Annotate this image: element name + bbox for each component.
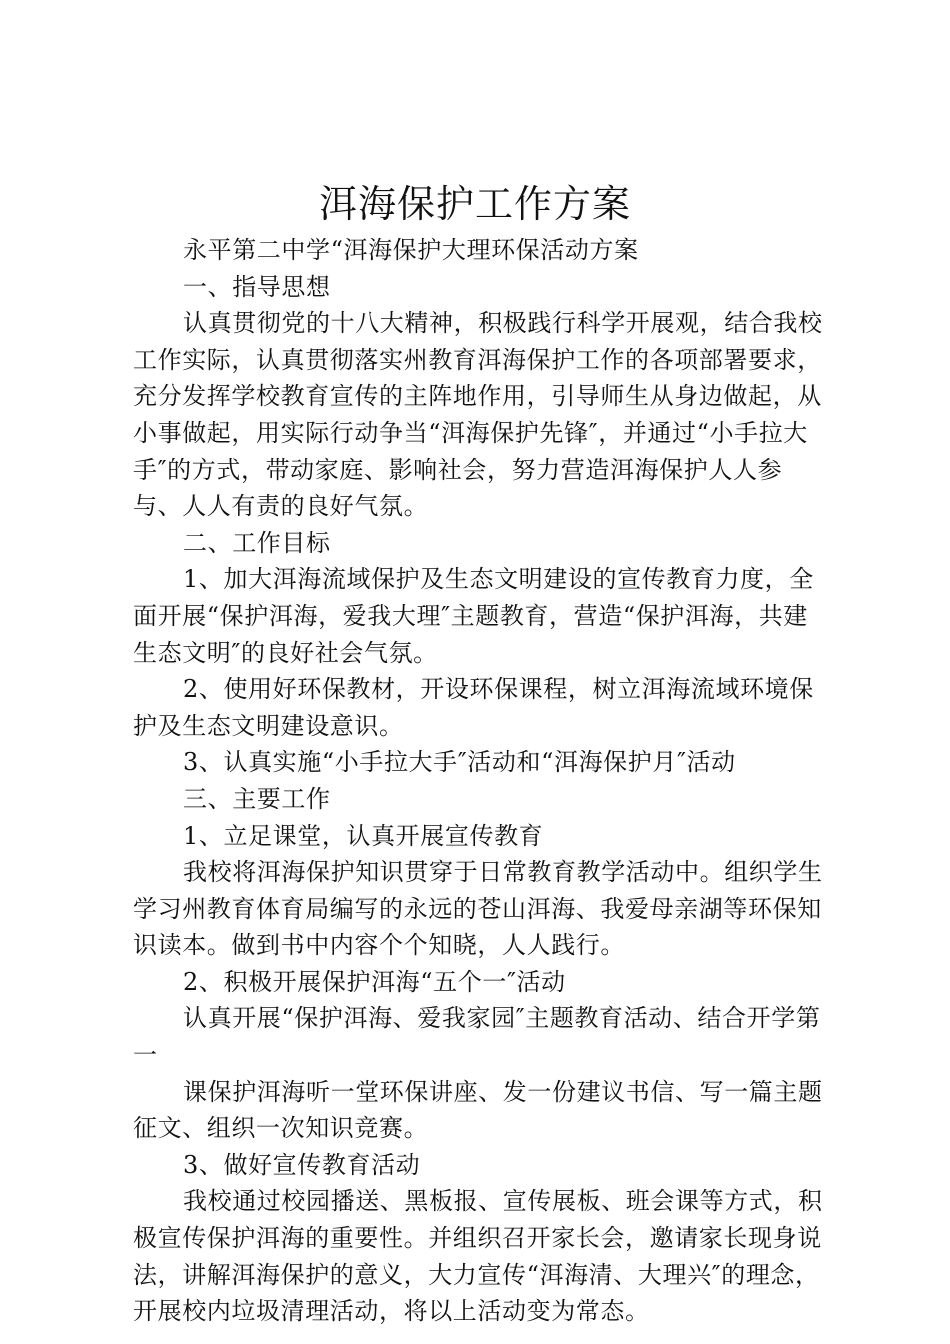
- section-heading-guiding-ideology: 一、指导思想: [183, 272, 331, 301]
- section-heading-work-goals: 二、工作目标: [183, 528, 331, 557]
- school-plan-heading: 永平第二中学“洱海保护大理环保活动方案: [183, 236, 639, 264]
- work-item-3-text: 我校通过校园播送、黑板报、宣传展板、班会课等方式，积极宣传保护洱海的重要性。并组织召开家长会，邀请家长现身说法，讲解洱海保护的意义，大力宣传“洱海清、大理兴″的理念，开展校内垃圾清理活动，将以上活动变为常态。: [133, 1187, 823, 1326]
- document-body: [133, 232, 823, 1330]
- work-item-2-text: 认真开展“保护洱海、爱我家园″主题教育活动、结合开学第一: [133, 1004, 821, 1070]
- paragraph-guiding-ideology: 认真贯彻党的十八大精神，积极践行科学开展观，结合我校工作实际，认真贯彻落实州教育洱海保护工作的各项部署要求，充分发挥学校教育宣传的主阵地作用，引导师生从身边做起，从小事做起，用实际行动争当“洱海保护先锋″，并通过“小手拉大手″的方式，带动家庭、影响社会，努力营造洱海保护人人参与、人人有责的良好气氛。: [133, 309, 823, 521]
- work-item-1-text: 我校将洱海保护知识贯穿于日常教育教学活动中。组织学生学习州教育体育局编写的永远的苍山洱海、我爱母亲湖等环保知识读本。做到书中内容个个知晓，人人践行。: [133, 858, 823, 960]
- work-item-1-heading: 1、立足课堂，认真开展宣传教育: [183, 821, 544, 850]
- work-item-2-text-continued: 课保护洱海听一堂环保讲座、发一份建议书信、写一篇主题征文、组织一次知识竞赛。: [133, 1077, 823, 1143]
- work-item-2-heading: 2、积极开展保护洱海“五个一″活动: [183, 967, 566, 996]
- work-item-3-heading: 3、做好宣传教育活动: [183, 1150, 421, 1179]
- document-title: 洱海保护工作方案: [318, 182, 631, 226]
- goal-item-1: 1、加大洱海流域保护及生态文明建设的宣传教育力度，全面开展“保护洱海，爱我大理″主题教育，营造“保护洱海，共建生态文明″的良好社会气氛。: [133, 565, 814, 667]
- section-heading-main-work: 三、主要工作: [183, 784, 331, 813]
- goal-item-2: 2、使用好环保教材，开设环保课程，树立洱海流域环境保护及生态文明建设意识。: [133, 675, 814, 740]
- goal-item-3: 3、认真实施“小手拉大手″活动和“洱海保护月″活动: [183, 748, 736, 777]
